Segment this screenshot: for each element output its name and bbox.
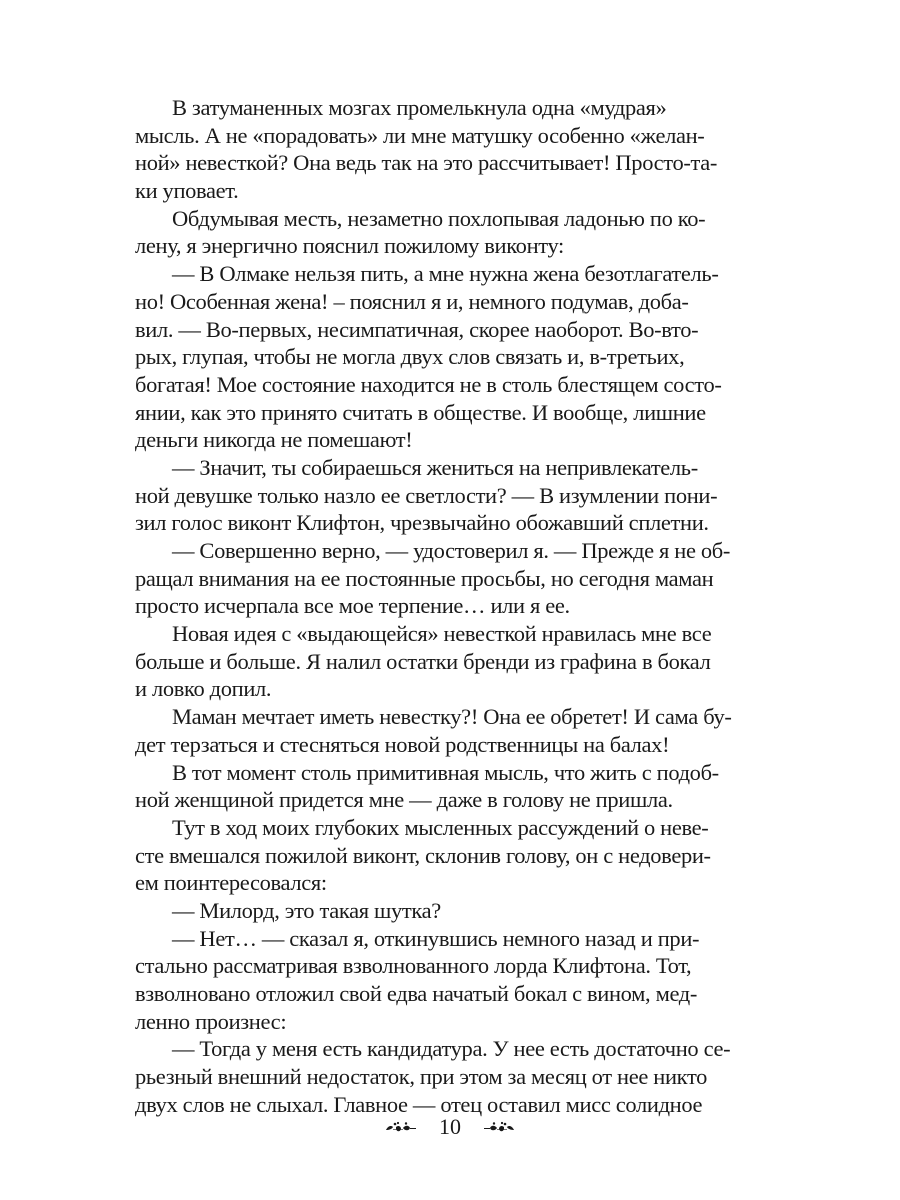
text-line-content: ем поинтересовался: [135,870,327,896]
text-line [135,1008,765,1036]
text-line [135,122,765,150]
text-line [135,759,765,787]
text-line-content: ной» невесткой? Она ведь так на это рассчитывает! Просто-та- [135,150,718,176]
text-line-content: ной девушке только назло ее светлости? — В изумлении пони- [135,482,718,508]
text-line-content: В затуманенных мозгах промелькнула одна «мудрая» [172,95,667,120]
text-line [135,399,765,427]
text-line-content: двух слов не слыхал. Главное — отец оставил мисс солидное [135,1091,703,1117]
text-line [135,565,765,593]
text-line [135,952,765,980]
floral-ornament-left-icon [385,1120,417,1134]
text-line [135,980,765,1008]
text-line [135,620,765,648]
text-line [135,1063,765,1091]
text-line-content: — Значит, ты собираешься жениться на непривлекатель- [172,454,698,480]
text-line [135,897,765,925]
text-line [135,842,765,870]
text-line [135,149,765,177]
text-line-content: зил голос виконт Клифтон, чрезвычайно обожавший сплетни. [135,510,709,536]
text-line-content: больше и больше. Я налил остатки бренди из графина в бокал [135,648,711,674]
text-line-content: — В Олмаке нельзя пить, а мне нужна жена безотлагатель- [172,261,719,287]
text-line [135,177,765,205]
text-line-content: деньги никогда не помешают! [135,427,413,453]
text-line-content: Маман мечтает иметь невестку?! Она ее обретет! И сама бу- [172,704,732,730]
text-line [135,675,765,703]
text-line [135,509,765,537]
text-line [135,814,765,842]
text-line [135,316,765,344]
text-line-content: стально рассматривая взволнованного лорда Клифтона. Тот, [135,953,692,979]
text-line-content: лену, я энергично пояснил пожилому виконту: [135,233,564,259]
text-line-content: В тот момент столь примитивная мысль, что жить с подоб- [172,759,719,785]
text-line-content: рых, глупая, чтобы не могла двух слов связать и, в-третьих, [135,344,685,370]
text-line [135,94,765,122]
text-line [135,454,765,482]
text-line [135,537,765,565]
body-text [135,94,765,1118]
text-line-content: просто исчерпала все мое терпение… или я ее. [135,593,570,619]
text-line [135,343,765,371]
text-line [135,426,765,454]
text-line [135,648,765,676]
text-line-content: ращал внимания на ее постоянные просьбы, но сегодня маман [135,565,714,591]
page-number: 10 [439,1114,461,1139]
text-line-content: дет терзаться и стесняться новой родственницы на балах! [135,731,670,757]
text-line-content: но! Особенная жена! – пояснил я и, немного подумав, доба- [135,288,689,314]
text-line [135,1035,765,1063]
text-line-content: — Нет… — сказал я, откинувшись немного назад и при- [172,925,700,951]
text-line-content: рьезный внешний недостаток, при этом за месяц от нее никто [135,1064,708,1090]
text-line-content: — Совершенно верно, — удостоверил я. — Прежде я не об- [172,538,730,563]
text-line-content: ной женщиной придется мне — даже в голову не пришла. [135,787,673,813]
text-line-content: — Тогда у меня есть кандидатура. У нее есть достаточно се- [172,1036,731,1062]
floral-ornament-right-icon [483,1120,515,1134]
text-line-content: янии, как это принято считать в обществе. И вообще, лишние [135,399,706,425]
text-line-content: мысль. А не «порадовать» ли мне матушку особенно «желан- [135,122,705,148]
text-line [135,786,765,814]
text-line [135,482,765,510]
text-line [135,703,765,731]
text-line [135,371,765,399]
text-line [135,288,765,316]
text-line-content: ленно произнес: [135,1008,287,1034]
text-line-content: богатая! Мое состояние находится не в столь блестящем состо- [135,371,722,397]
page-footer [0,1112,900,1142]
text-line-content: сте вмешался пожилой виконт, склонив голову, он с недовери- [135,842,711,868]
text-line [135,925,765,953]
text-line [135,205,765,233]
text-line [135,260,765,288]
text-line-content: вил. — Во-первых, несимпатичная, скорее наоборот. Во-вто- [135,316,699,342]
text-line-content: и ловко допил. [135,676,272,702]
text-line-content: взволновано отложил свой едва начатый бокал с вином, мед- [135,981,698,1006]
text-line-content: Тут в ход моих глубоких мысленных рассуждений о неве- [172,814,709,840]
text-line-content: Новая идея с «выдающейся» невесткой нравилась мне все [172,621,712,647]
text-line-content: ки уповает. [135,178,239,204]
text-line-content: — Милорд, это такая шутка? [172,897,441,923]
text-line [135,592,765,620]
text-line [135,869,765,897]
text-line [135,232,765,260]
text-line-content: Обдумывая месть, незаметно похлопывая ладонью по ко- [172,205,706,231]
text-line [135,731,765,759]
